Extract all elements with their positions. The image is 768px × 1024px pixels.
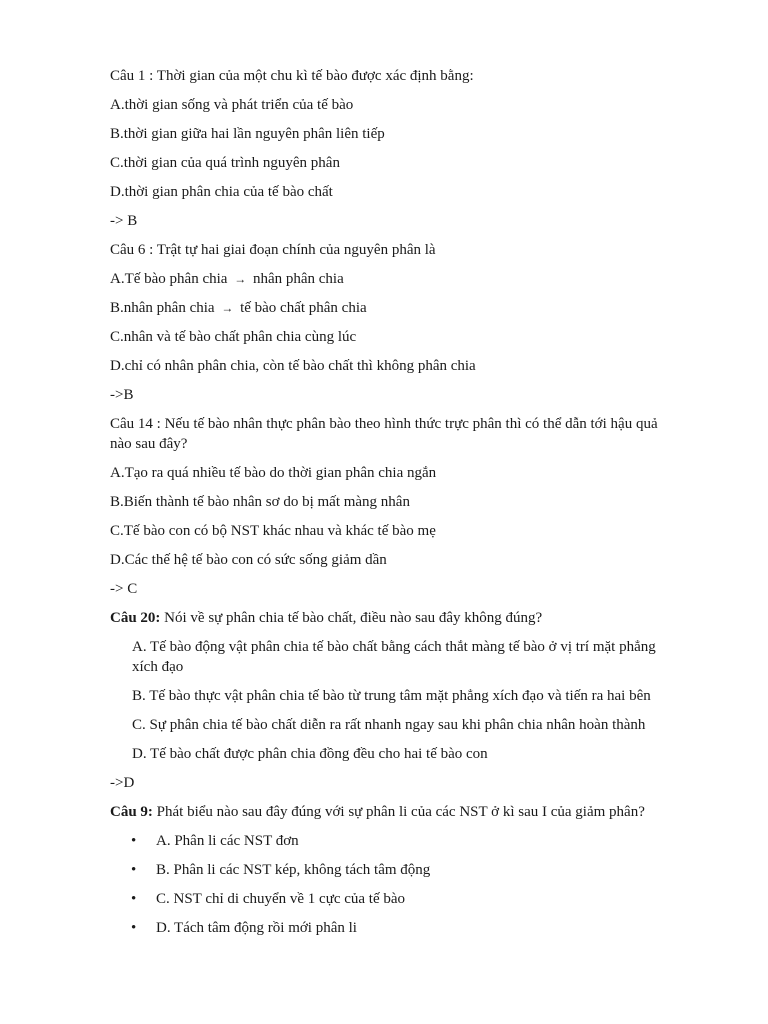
question-9-option-d xyxy=(110,918,680,938)
question-20-option-a: A. Tế bào động vật phân chia tế bào chất bằng cách thắt màng tế bào ở vị trí mặt phẳng xích đạo xyxy=(132,639,656,675)
question-14-option-c: C.Tế bào con có bộ NST khác nhau và khác tế bào mẹ xyxy=(110,523,436,539)
question-9-option-c xyxy=(110,889,680,909)
question-6-answer: ->B xyxy=(110,387,134,403)
question-9-option-a xyxy=(110,831,680,851)
question-20-option-d: D. Tế bào chất được phân chia đồng đều cho hai tế bào con xyxy=(132,746,488,762)
option-a-before: A.Tế bào phân chia xyxy=(110,271,228,287)
question-1-option-c: C.thời gian của quá trình nguyên phân xyxy=(110,155,340,171)
question-1-title: Câu 1 : Thời gian của một chu kì tế bào được xác định bằng: xyxy=(110,68,474,84)
bullet-icon: • xyxy=(131,920,137,936)
question-6-title: Câu 6 : Trật tự hai giai đoạn chính của nguyên phân là xyxy=(110,242,436,258)
question-1-option-b: B.thời gian giữa hai lần nguyên phân liên tiếp xyxy=(110,126,385,142)
option-a-after: nhân phân chia xyxy=(252,271,344,287)
option-b-before: B.nhân phân chia xyxy=(110,300,215,316)
question-6-option-c: C.nhân và tế bào chất phân chia cùng lúc xyxy=(110,329,357,345)
question-20-label: Câu 20: xyxy=(110,610,161,626)
question-20-text: Nói về sự phân chia tế bào chất, điều nào sau đây không đúng? xyxy=(164,610,543,626)
question-1-answer: -> B xyxy=(110,213,138,229)
option-text: C. NST chỉ di chuyển về 1 cực của tế bào xyxy=(156,891,406,907)
question-14-answer: -> C xyxy=(110,581,138,597)
right-arrow-icon: → xyxy=(234,272,247,286)
question-14-title: Câu 14 : Nếu tế bào nhân thực phân bào theo hình thức trực phân thì có thể dẫn tới hậu quả nào sau đây? xyxy=(110,416,658,452)
bullet-icon: • xyxy=(131,862,137,878)
question-20-title xyxy=(110,608,680,628)
question-9-label: Câu 9: xyxy=(110,804,153,820)
question-6-option-d: D.chỉ có nhân phân chia, còn tế bào chất thì không phân chia xyxy=(110,358,476,374)
right-arrow-icon: → xyxy=(221,301,234,315)
option-b-after: tế bào chất phân chia xyxy=(240,300,367,316)
document-body xyxy=(110,66,680,947)
question-20-option-c: C. Sự phân chia tế bào chất diễn ra rất nhanh ngay sau khi phân chia nhân hoàn thành xyxy=(132,717,646,733)
bullet-icon: • xyxy=(131,833,137,849)
question-9-option-b xyxy=(110,860,680,880)
question-6-option-b xyxy=(110,298,680,318)
option-text: D. Tách tâm động rồi mới phân li xyxy=(156,920,357,936)
question-1-option-d: D.thời gian phân chia của tế bào chất xyxy=(110,184,333,200)
option-text: B. Phân li các NST kép, không tách tâm động xyxy=(156,862,431,878)
question-6-option-a xyxy=(110,269,680,289)
question-14-option-d: D.Các thế hệ tế bào con có sức sống giảm dần xyxy=(110,552,387,568)
question-20-option-b: B. Tế bào thực vật phân chia tế bào từ trung tâm mặt phẳng xích đạo và tiến ra hai bên xyxy=(132,688,651,704)
question-1-option-a: A.thời gian sống và phát triển của tế bào xyxy=(110,97,354,113)
question-9-title xyxy=(110,802,680,822)
question-20-answer: ->D xyxy=(110,775,135,791)
question-9-text: Phát biểu nào sau đây đúng với sự phân li của các NST ở kì sau I của giảm phân? xyxy=(156,804,645,820)
question-14-option-a: A.Tạo ra quá nhiều tế bào do thời gian phân chia ngắn xyxy=(110,465,437,481)
option-text: A. Phân li các NST đơn xyxy=(156,833,299,849)
bullet-icon: • xyxy=(131,891,137,907)
question-14-option-b: B.Biến thành tế bào nhân sơ do bị mất màng nhân xyxy=(110,494,410,510)
